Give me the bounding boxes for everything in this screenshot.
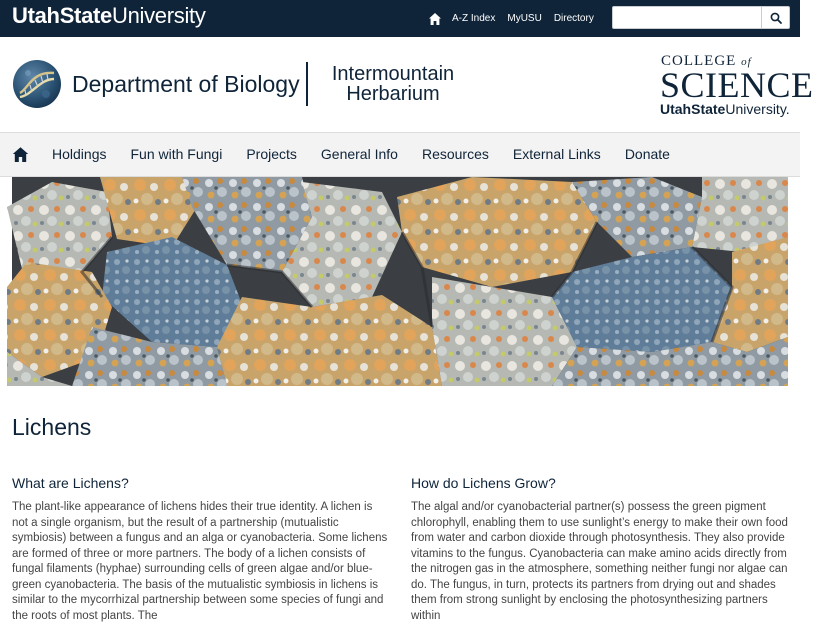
nav-item-holdings[interactable]: Holdings bbox=[52, 146, 107, 162]
section-heading: What are Lichens? bbox=[12, 475, 129, 491]
department-title[interactable]: Department of Biology bbox=[72, 71, 300, 97]
main-nav bbox=[0, 132, 800, 177]
college-usu-regular: University. bbox=[725, 101, 790, 117]
home-icon[interactable] bbox=[428, 12, 442, 26]
header-divider bbox=[306, 62, 308, 106]
nav-item-fun-with-fungi[interactable]: Fun with Fungi bbox=[130, 146, 223, 162]
link-az-index[interactable]: A-Z Index bbox=[452, 13, 496, 24]
section-heading: How do Lichens Grow? bbox=[411, 475, 556, 491]
nav-item-external-links[interactable]: External Links bbox=[512, 146, 601, 162]
nav-item-resources[interactable]: Resources bbox=[421, 146, 489, 162]
college-of-science-logo[interactable] bbox=[660, 53, 814, 118]
site-header bbox=[0, 37, 814, 132]
section-body: The plant-like appearance of lichens hides their true identity. A lichen is not a single organism, but the result of a partnership (mutualistic symbiosis) between a fungus and an alga or cyanobacteria. Some lichens are formed of three or more partners. The body of a lichen consists of fungal filaments (hyphae) surrounding cells of green algae and/or blue-green cyanobacteria. The basis of the mutualistic symbiosis in lichens is similar to the mycorrhizal partnership between some species of fungi and the roots of most plants. The bbox=[12, 501, 388, 622]
search-icon bbox=[770, 12, 782, 24]
usu-logo[interactable] bbox=[12, 3, 206, 29]
home-icon[interactable] bbox=[12, 146, 29, 163]
page-title: Lichens bbox=[12, 414, 92, 440]
section-what-are-lichens bbox=[12, 474, 390, 624]
nav-item-general-info[interactable]: General Info bbox=[320, 146, 398, 162]
section-how-do-lichens-grow bbox=[411, 474, 789, 624]
college-usu-bold: UtahState bbox=[660, 101, 726, 117]
section-body: The algal and/or cyanobacterial partner(s) possess the green pigment chlorophyll, enabling them to use sunlight’s energy to make their own food from water and carbon dioxide through photosynthesis. They also provide vitamins to the fungus. Cyanobacteria can make amino acids directly from the nitrogen gas in the atmosphere, something neither fungi nor algae can do. The fungus, in turn, protects its partners from drying out and shades them from strong sunlight by enclosing the photosynthesizing partners within bbox=[411, 501, 788, 622]
herbarium-title[interactable] bbox=[318, 64, 468, 104]
college-word: COLLEGE bbox=[661, 53, 737, 69]
usu-logo-regular: University bbox=[112, 3, 206, 28]
nav-items bbox=[40, 133, 682, 176]
link-myusu[interactable]: MyUSU bbox=[507, 13, 542, 24]
herbarium-title-line2: Herbarium bbox=[346, 83, 440, 105]
utility-links bbox=[428, 11, 606, 27]
hero-image bbox=[12, 177, 788, 386]
link-directory[interactable]: Directory bbox=[553, 13, 594, 24]
college-science: SCIENCE bbox=[660, 65, 814, 105]
usu-logo-bold: UtahState bbox=[12, 3, 112, 28]
dna-logo-icon[interactable] bbox=[12, 59, 62, 109]
nav-item-donate[interactable]: Donate bbox=[624, 146, 670, 162]
college-of: of bbox=[741, 56, 752, 68]
nav-item-projects[interactable]: Projects bbox=[246, 146, 297, 162]
herbarium-title-line1: Intermountain bbox=[331, 63, 455, 85]
college-usu bbox=[660, 101, 800, 118]
top-bar bbox=[0, 0, 800, 37]
lichen-rocks-image bbox=[12, 177, 788, 386]
search-input[interactable] bbox=[612, 6, 762, 29]
search-button[interactable] bbox=[762, 6, 790, 29]
